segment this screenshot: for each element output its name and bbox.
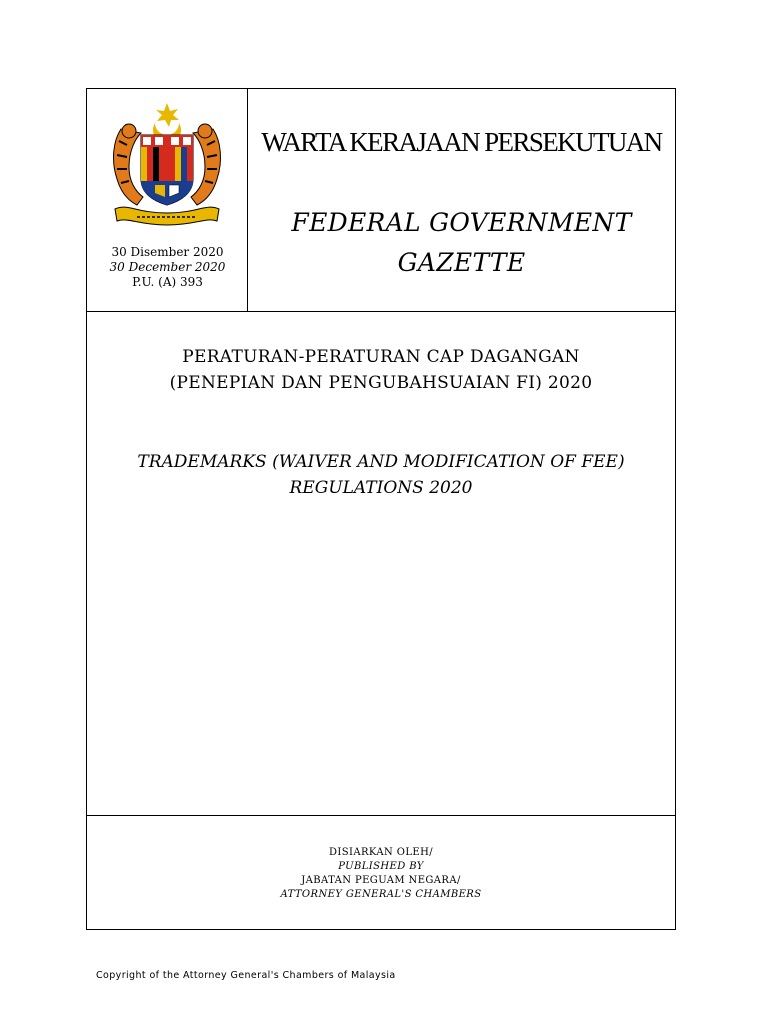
publisher-block: [87, 846, 675, 902]
regulation-section: [87, 311, 675, 816]
gazette-frame: [86, 88, 676, 930]
title-cell: [248, 89, 675, 311]
gazette-title-english: [248, 203, 675, 283]
regulation-title-english-line2: REGULATIONS 2020: [289, 478, 473, 498]
publisher-line4: ATTORNEY GENERAL'S CHAMBERS: [280, 889, 482, 900]
regulation-title-malay-line2: (PENEPIAN DAN PENGUBAHSUAIAN FI) 2020: [169, 373, 593, 393]
regulation-title-english-line1: TRADEMARKS (WAIVER AND MODIFICATION OF FEE): [137, 452, 625, 472]
crest-cell: [87, 89, 248, 311]
regulation-title-malay-line1: PERATURAN-PERATURAN CAP DAGANGAN: [182, 347, 580, 367]
copyright-notice: Copyright of the Attorney General's Chambers of Malaysia: [96, 970, 396, 981]
header-row: [87, 89, 675, 312]
date-english: 30 December 2020: [109, 260, 226, 274]
malaysia-coat-of-arms-icon: [107, 101, 227, 231]
gazette-reference: P.U. (A) 393: [132, 275, 203, 289]
regulation-title-english: [87, 449, 675, 501]
gazette-title-english-line2: GAZETTE: [397, 248, 526, 277]
publisher-line3: JABATAN PEGUAM NEGARA/: [301, 875, 461, 886]
date-block: [87, 245, 248, 290]
gazette-title-english-line1: FEDERAL GOVERNMENT: [291, 208, 632, 237]
publisher-section: [87, 816, 675, 929]
regulation-title-malay: [87, 344, 675, 396]
publisher-line1: DISIARKAN OLEH/: [329, 847, 433, 858]
gazette-title-malay: WARTA KERAJAAN PERSEKUTUAN: [261, 127, 662, 157]
date-malay: 30 Disember 2020: [111, 245, 224, 259]
publisher-line2: PUBLISHED BY: [338, 861, 424, 872]
